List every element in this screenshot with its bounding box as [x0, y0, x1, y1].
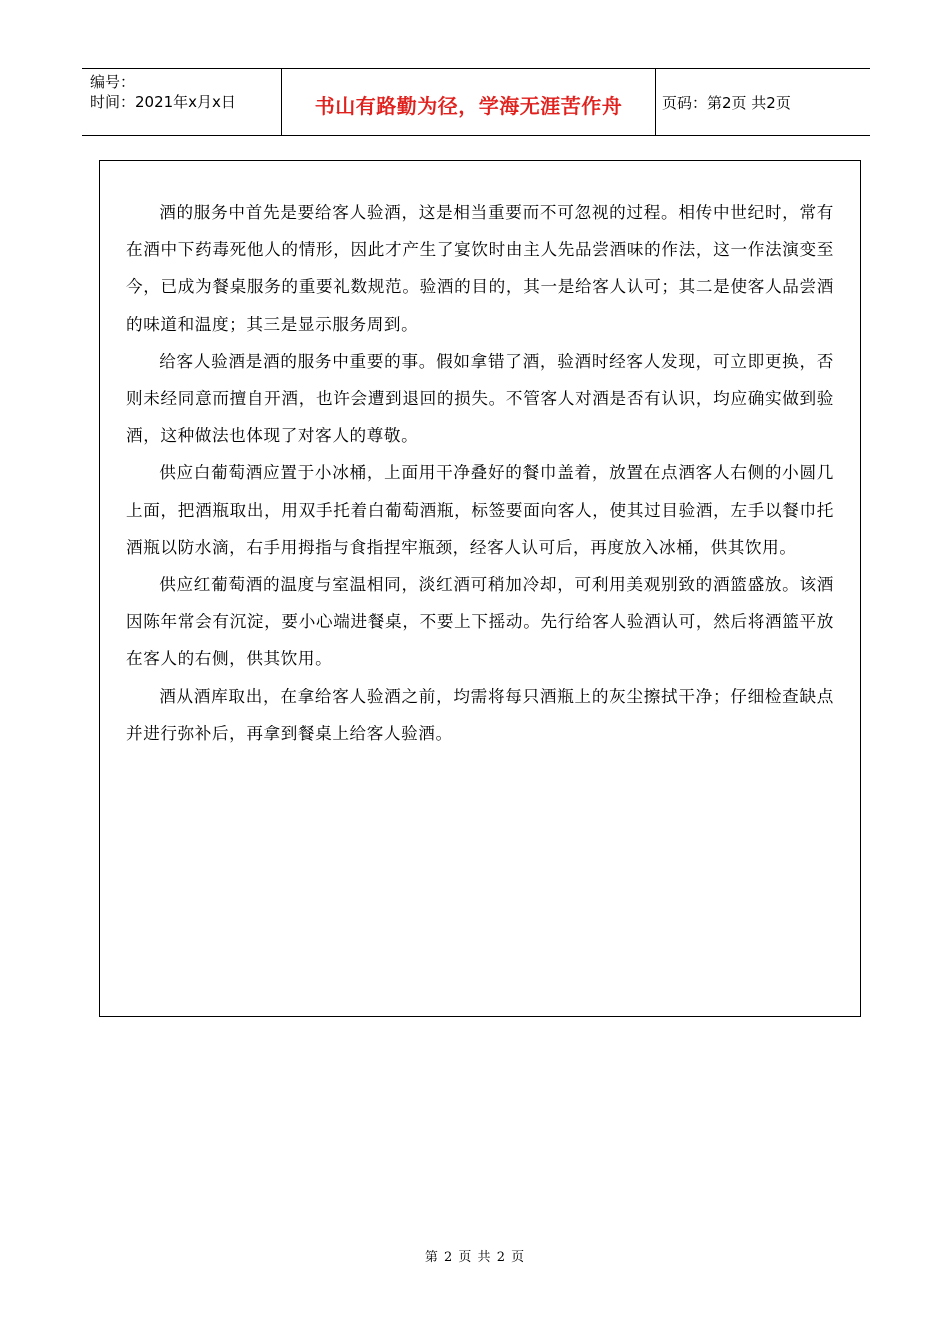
header-motto: 书山有路勤为径，学海无涯苦作舟	[314, 93, 623, 118]
header-page-info: 页码：第2页 共2页	[662, 93, 791, 112]
paragraph-4: 供应红葡萄酒的温度与室温相同，淡红酒可稍加冷却，可利用美观别致的酒篮盛放。该酒因陈年常会有沉淀，要小心端进餐桌，不要上下摇动。先行给客人验酒认可，然后将酒篮平放在客人的右侧，供其饮用。	[126, 575, 834, 669]
document-time-label: 时间：2021年x月x日	[90, 93, 236, 111]
document-number-label: 编号：	[90, 73, 136, 91]
header-page-cell	[656, 69, 870, 135]
paragraph-5: 酒从酒库取出，在拿给客人验酒之前，均需将每只酒瓶上的灰尘擦拭干净；仔细检查缺点并进行弥补后，再拿到餐桌上给客人验酒。	[126, 686, 834, 743]
content-box	[99, 160, 861, 1017]
page-footer: 第 2 页 共 2 页	[424, 1250, 526, 1265]
paragraph-2: 给客人验酒是酒的服务中重要的事。假如拿错了酒，验酒时经客人发现，可立即更换，否则未经同意而擅自开酒，也许会遭到退回的损失。不管客人对酒是否有认识，均应确实做到验酒，这种做法也体现了对客人的尊敬。	[126, 351, 834, 446]
paragraph-3: 供应白葡萄酒应置于小冰桶，上面用干净叠好的餐巾盖着，放置在点酒客人右侧的小圆几上面，把酒瓶取出，用双手托着白葡萄酒瓶，标签要面向客人，使其过目验酒，左手以餐巾托酒瓶以防水滴，右手用拇指与食指捏牢瓶颈，经客人认可后，再度放入冰桶，供其饮用。	[126, 463, 834, 557]
header-meta-cell	[82, 69, 282, 135]
paragraph-1: 酒的服务中首先是要给客人验酒，这是相当重要而不可忽视的过程。相传中世纪时，常有在酒中下药毒死他人的情形，因此才产生了宴饮时由主人先品尝酒味的作法，这一作法演变至今，已成为餐桌服务的重要礼数规范。验酒的目的，其一是给客人认可；其二是使客人品尝酒的味道和温度；其三是显示服务周到。	[126, 203, 834, 334]
document-header	[82, 68, 870, 136]
header-motto-cell	[282, 69, 656, 135]
